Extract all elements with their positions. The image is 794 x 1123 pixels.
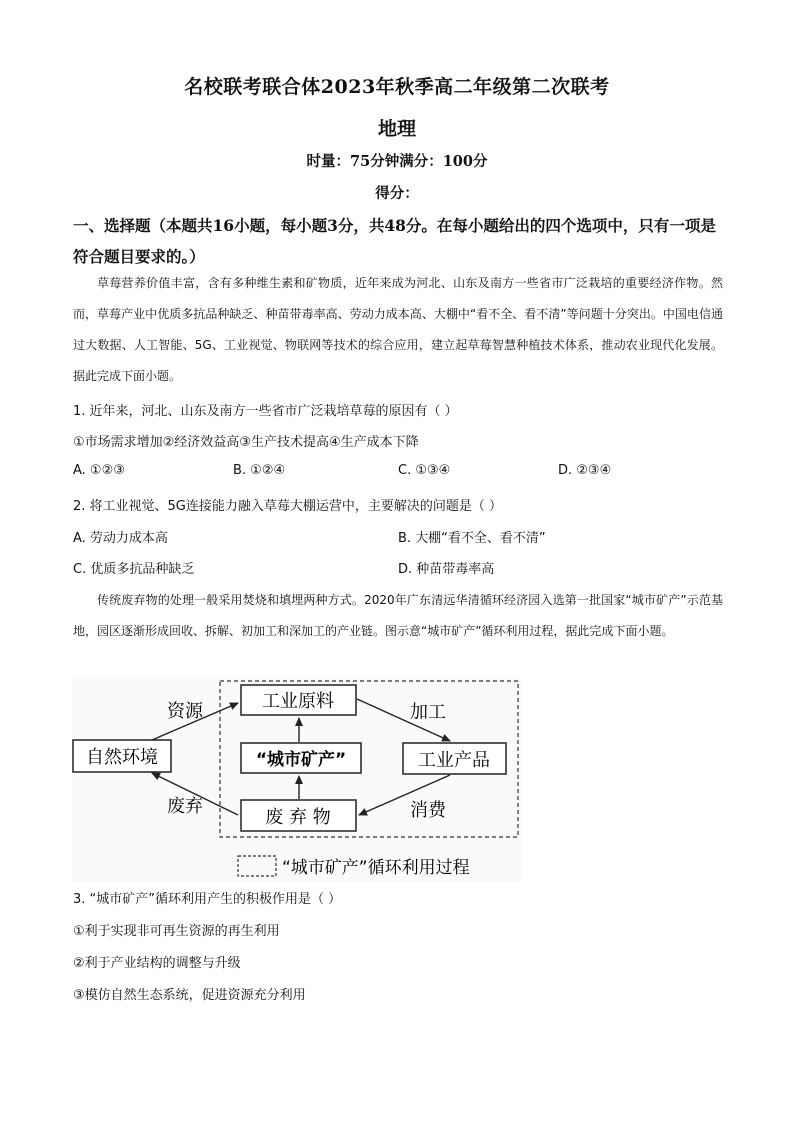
exam-timing: 时量：75分钟满分：100分 <box>306 153 488 170</box>
node-industrial-product <box>403 743 506 774</box>
node-industrial-raw-material <box>241 685 356 715</box>
score-label: 得分： <box>375 185 419 202</box>
question-3-statement-2: ②利于产业结构的调整与升级 <box>73 956 241 971</box>
question-2-stem: 2. 将工业视觉、5G连接能力融入草莓大棚运营中，主要解决的问题是（ ） <box>73 499 503 514</box>
reading-passage-2 <box>73 585 723 647</box>
label-discard: 废弃 <box>167 796 203 817</box>
question-3-stem: 3. “城市矿产”循环利用产生的积极作用是（ ） <box>73 892 342 907</box>
question-2-option-a: A. 劳动力成本高 <box>73 531 168 546</box>
passage-1-text: 草莓营养价值丰富，含有多种维生素和矿物质，近年来成为河北、山东及南方一些省市广泛栽培的重要经济作物。然而，草莓产业中优质多抗品种缺乏、种苗带毒率高、劳动力成本高、大棚中“看不全、看不清”等问题十分突出。中国电信通过大数据、人工智能、5G、工业视觉、物联网等技术的综合应用，建立起草莓智慧种植技术体系，推动农业现代化发展。据此完成下面小题。 <box>73 276 723 383</box>
question-1-option-a: A. ①②③ <box>73 463 125 478</box>
exam-title: 名校联考联合体2023年秋季高二年级第二次联考 <box>184 76 610 98</box>
svg-text:废 弃 物: 废 弃 物 <box>265 807 331 828</box>
svg-text:自然环境: 自然环境 <box>86 747 158 768</box>
question-1-statements: ①市场需求增加②经济效益高③生产技术提高④生产成本下降 <box>73 435 419 450</box>
svg-text:工业原料: 工业原料 <box>262 691 334 712</box>
urban-mineral-cycle-diagram <box>72 677 522 882</box>
section-heading: 一、选择题（本题共16小题，每小题3分，共48分。在每小题给出的四个选项中，只有一项是符合题目要求的。） <box>73 216 716 266</box>
node-natural-environment <box>73 740 171 772</box>
question-2-option-b: B. 大棚“看不全、看不清” <box>398 531 546 546</box>
reading-passage-1 <box>73 268 723 392</box>
question-2-option-d: D. 种苗带毒率高 <box>398 562 495 577</box>
label-resource: 资源 <box>167 701 203 722</box>
question-1-option-d: D. ②③④ <box>558 463 612 478</box>
legend-label: “城市矿产”循环利用过程 <box>282 858 470 878</box>
question-1-option-c: C. ①③④ <box>398 463 451 478</box>
svg-text:工业产品: 工业产品 <box>418 750 490 771</box>
question-2-option-c: C. 优质多抗品种缺乏 <box>73 562 195 577</box>
label-consumption: 消费 <box>410 800 446 821</box>
subject-title: 地理 <box>377 118 416 140</box>
question-1-stem: 1. 近年来，河北、山东及南方一些省市广泛栽培草莓的原因有（ ） <box>73 404 458 419</box>
node-urban-mineral <box>241 743 361 773</box>
svg-text:“城市矿产”: “城市矿产” <box>255 750 347 770</box>
node-waste <box>241 800 356 831</box>
passage-2-text: 传统废弃物的处理一般采用焚烧和填埋两种方式。2020年广东清远华清循环经济园入选第一批国家“城市矿产”示范基地，园区逐渐形成回收、拆解、初加工和深加工的产业链。图示意“城市矿产”循环利用过程，据此完成下面小题。 <box>73 593 723 638</box>
question-3-statement-3: ③模仿自然生态系统，促进资源充分利用 <box>73 988 306 1003</box>
question-1-option-b: B. ①②④ <box>233 463 286 478</box>
question-3-statement-1: ①利于实现非可再生资源的再生利用 <box>73 924 280 939</box>
label-processing: 加工 <box>410 702 446 723</box>
